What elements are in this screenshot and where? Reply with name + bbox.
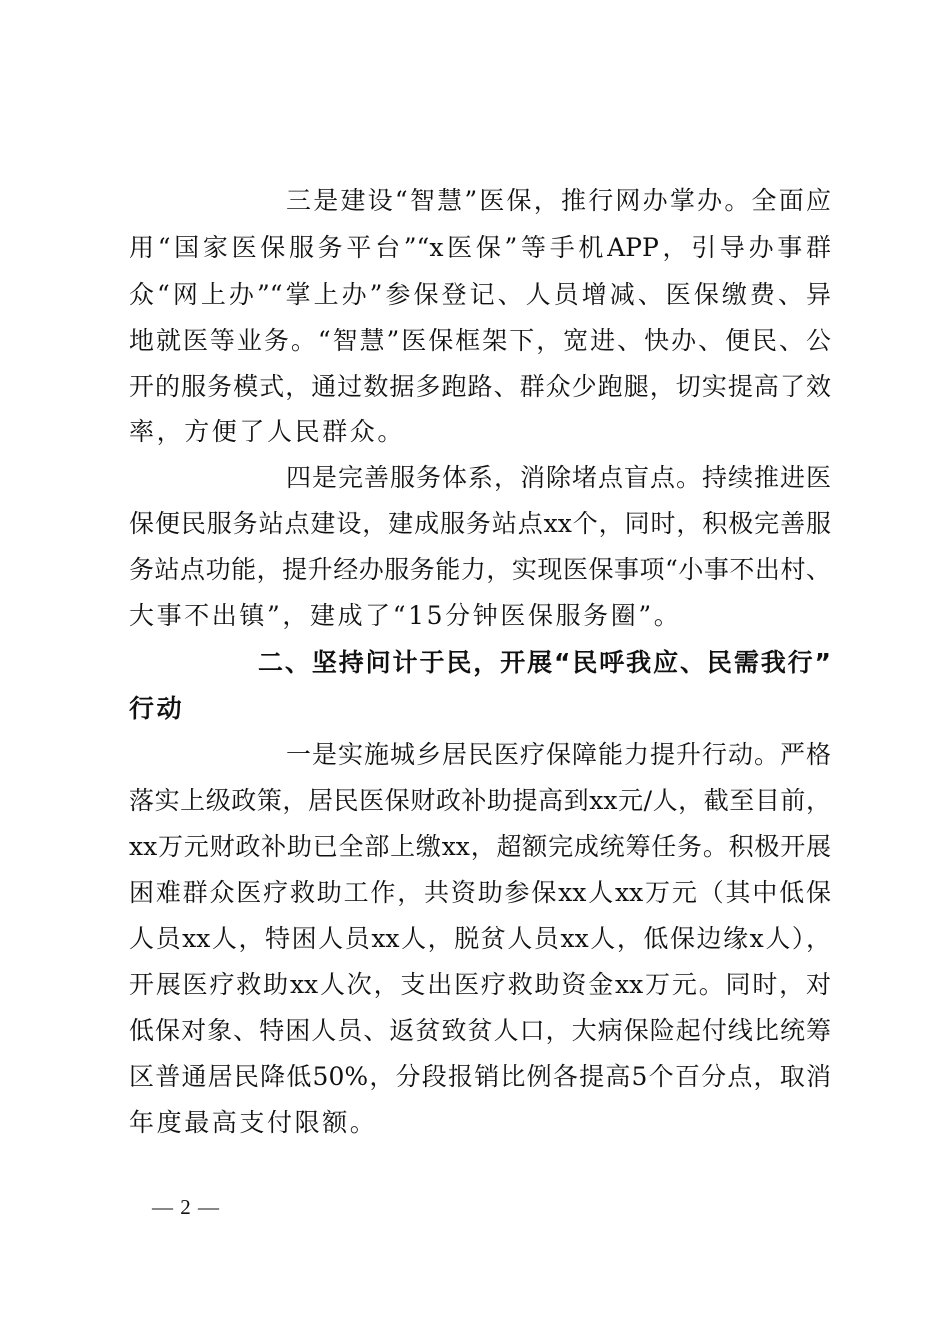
paragraph-3-line-2: 落实上级政策，居民医保财政补助提高到xx元/人，截至目前，	[129, 786, 831, 815]
paragraph-2-line-2: 保便民服务站点建设，建成服务站点xx个，同时，积极完善服	[129, 509, 831, 538]
paragraph-3-line-1: 一是实施城乡居民医疗保障能力提升行动。严格	[286, 740, 831, 769]
page-number: — 2 —	[152, 1195, 220, 1219]
paragraph-3-line-9: 年度最高支付限额。	[129, 1108, 378, 1137]
paragraph-3-line-3: xx万元财政补助已全部上缴xx，超额完成统筹任务。积极开展	[129, 832, 831, 861]
paragraph-1-line-6: 率，方便了人民群众。	[129, 417, 406, 446]
paragraph-3-line-5: 人员xx人，特困人员xx人，脱贫人员xx人，低保边缘x人），	[129, 924, 831, 953]
paragraph-2-line-1: 四是完善服务体系，消除堵点盲点。持续推进医	[286, 463, 831, 492]
section-heading-line-1: 二、坚持问计于民，开展“民呼我应、民需我行”	[258, 648, 831, 677]
paragraph-3-line-6: 开展医疗救助xx人次，支出医疗救助资金xx万元。同时，对	[129, 970, 831, 999]
section-heading-line-2: 行动	[129, 694, 185, 723]
paragraph-3-line-4: 困难群众医疗救助工作，共资助参保xx人xx万元（其中低保	[129, 878, 831, 907]
paragraph-1-line-2: 用“国家医保服务平台”“x医保”等手机APP，引导办事群	[129, 233, 831, 262]
paragraph-3-line-8: 区普通居民降低50%，分段报销比例各提高5个百分点，取消	[129, 1062, 831, 1091]
paragraph-1-line-1: 三是建设“智慧”医保，推行网办掌办。全面应	[286, 186, 831, 215]
paragraph-2-line-3: 务站点功能，提升经办服务能力，实现医保事项“小事不出村、	[129, 555, 831, 584]
paragraph-2-line-4: 大事不出镇”，建成了“15分钟医保服务圈”。	[129, 601, 682, 630]
paragraph-1-line-3: 众“网上办”“掌上办”参保登记、人员增减、医保缴费、异	[129, 280, 831, 309]
paragraph-1-line-4: 地就医等业务。“智慧”医保框架下，宽进、快办、便民、公	[129, 326, 831, 355]
paragraph-3-line-7: 低保对象、特困人员、返贫致贫人口，大病保险起付线比统筹	[129, 1016, 831, 1045]
paragraph-1-line-5: 开的服务模式，通过数据多跑路、群众少跑腿，切实提高了效	[129, 372, 831, 401]
